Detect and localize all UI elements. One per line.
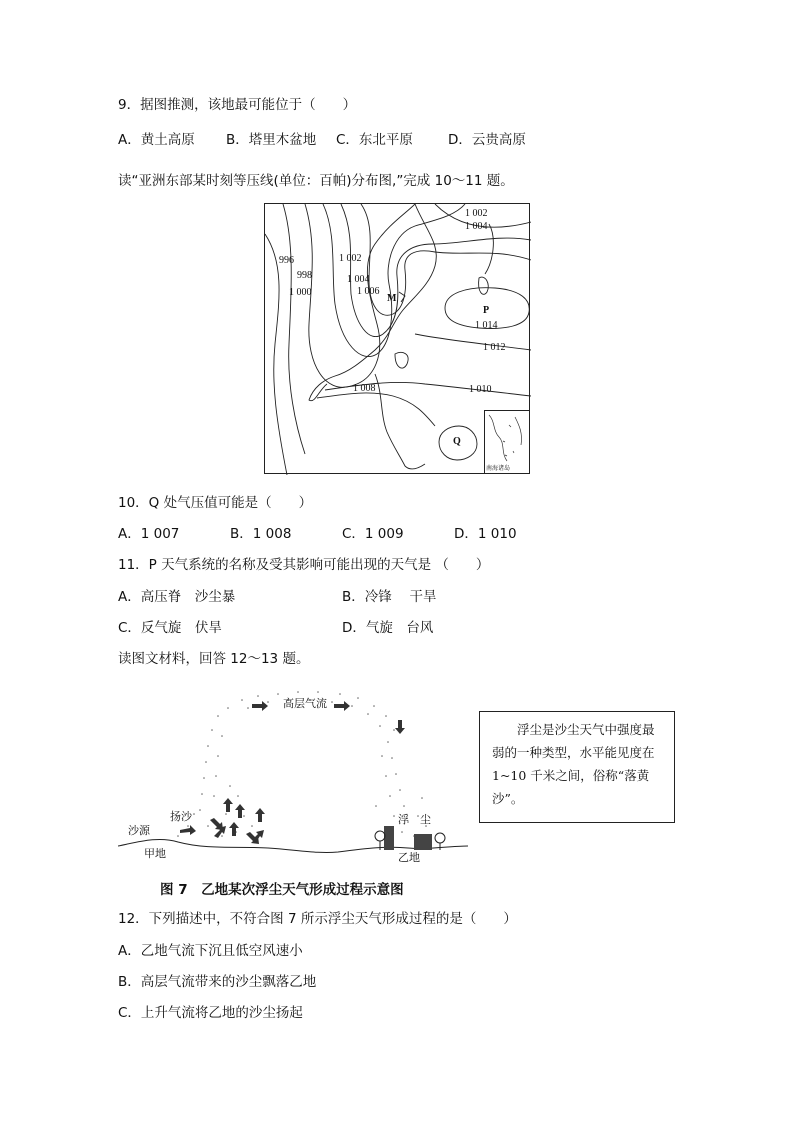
q11-stem: 11．P 天气系统的名称及受其影响可能出现的天气是 （ ） bbox=[118, 557, 490, 573]
q12-option-a: A．乙地气流下沉且低空风速小 bbox=[118, 943, 303, 959]
south-china-sea-inset bbox=[484, 410, 529, 473]
q11-option-d: D．气旋 台风 bbox=[342, 620, 434, 636]
isobar-label-996: 996 bbox=[279, 255, 294, 266]
label-yi: 乙地 bbox=[398, 851, 420, 864]
arrow-down bbox=[395, 720, 405, 734]
airflow-arrows bbox=[180, 701, 405, 844]
isobar-label-1006: 1 006 bbox=[357, 286, 380, 297]
q10-option-a: A．1 007 bbox=[118, 526, 180, 542]
isobar-label-1014: 1 014 bbox=[475, 320, 498, 331]
isobar-label-1002-ne: 1 002 bbox=[465, 208, 488, 219]
coastline-south bbox=[375, 374, 425, 469]
isobar-map bbox=[264, 203, 530, 474]
q11-option-b: B．冷锋 干旱 bbox=[342, 589, 437, 605]
point-m: M bbox=[387, 293, 397, 304]
isobar-label-1012: 1 012 bbox=[483, 342, 506, 353]
isobar-label-1010: 1 010 bbox=[469, 384, 492, 395]
intro-10-11: 读“亚洲东部某时刻等压线(单位：百帕)分布图,”完成 10～11 题。 bbox=[118, 173, 514, 189]
q10-option-d: D．1 010 bbox=[454, 526, 517, 542]
isobar-1012 bbox=[415, 334, 531, 350]
isobar-996 bbox=[265, 234, 287, 475]
q9-option-a: A．黄土高原 bbox=[118, 132, 195, 148]
front-symbol bbox=[399, 292, 405, 302]
isobar-label-1000: 1 000 bbox=[289, 287, 312, 298]
arrow-upper-right bbox=[334, 701, 350, 711]
q12-option-b: B．高层气流带来的沙尘飘落乙地 bbox=[118, 974, 317, 990]
town-buildings bbox=[375, 826, 445, 850]
island bbox=[395, 352, 408, 368]
q9-option-c: C．东北平原 bbox=[336, 132, 413, 148]
isobar-label-1004: 1 004 bbox=[347, 274, 370, 285]
dust-particles bbox=[177, 691, 427, 837]
dust-formation-figure bbox=[118, 686, 468, 868]
isobar-label-1002: 1 002 bbox=[339, 253, 362, 264]
isobar-1002 bbox=[323, 204, 465, 357]
japan-island bbox=[479, 277, 489, 294]
isobar-998 bbox=[283, 204, 305, 454]
intro-12-13: 读图文材料，回答 12～13 题。 bbox=[118, 651, 310, 667]
inset-label: 南海诸岛 bbox=[486, 465, 511, 472]
arrow-up-1 bbox=[223, 798, 233, 812]
label-float-dust: 浮 尘 bbox=[398, 813, 431, 826]
point-p: P bbox=[483, 305, 490, 316]
label-upper-airflow: 高层气流 bbox=[283, 697, 327, 710]
figure-caption: 图 7 乙地某次浮尘天气形成过程示意图 bbox=[160, 882, 404, 898]
point-q: Q bbox=[453, 436, 461, 447]
q12-option-c: C．上升气流将乙地的沙尘扬起 bbox=[118, 1005, 303, 1021]
q12-stem: 12．下列描述中，不符合图 7 所示浮尘天气形成过程的是（ ） bbox=[118, 911, 517, 927]
arrow-upper-left bbox=[252, 701, 268, 711]
dust-diagram bbox=[118, 686, 468, 868]
isobar-label-1004-ne: 1 004 bbox=[465, 221, 488, 232]
isobar-label-998: 998 bbox=[297, 270, 312, 281]
q11-option-a: A．高压脊 沙尘暴 bbox=[118, 589, 236, 605]
label-jia: 甲地 bbox=[144, 847, 166, 860]
q9-option-b: B．塔里木盆地 bbox=[226, 132, 317, 148]
q11-option-c: C．反气旋 伏旱 bbox=[118, 620, 222, 636]
label-sand-source: 沙源 bbox=[128, 824, 150, 837]
dust-note-box: 浮尘是沙尘天气中强度最弱的一种类型，水平能见度在 1~10 千米之间，俗称“落黄沙”。 bbox=[479, 711, 675, 823]
arrow-diag-2 bbox=[214, 826, 226, 838]
label-raise-sand: 扬沙 bbox=[170, 810, 192, 823]
q10-option-c: C．1 009 bbox=[342, 526, 404, 542]
isobar-label-1008: 1 008 bbox=[353, 383, 376, 394]
q9-option-d: D．云贵高原 bbox=[448, 132, 526, 148]
q10-option-b: B．1 008 bbox=[230, 526, 292, 542]
q10-stem: 10．Q 处气压值可能是（ ） bbox=[118, 495, 313, 511]
q9-stem: 9．据图推测，该地最可能位于（ ） bbox=[118, 97, 357, 113]
isobar-1008 bbox=[317, 393, 435, 426]
arrow-up-3 bbox=[229, 822, 239, 836]
arrow-up-4 bbox=[255, 808, 265, 822]
